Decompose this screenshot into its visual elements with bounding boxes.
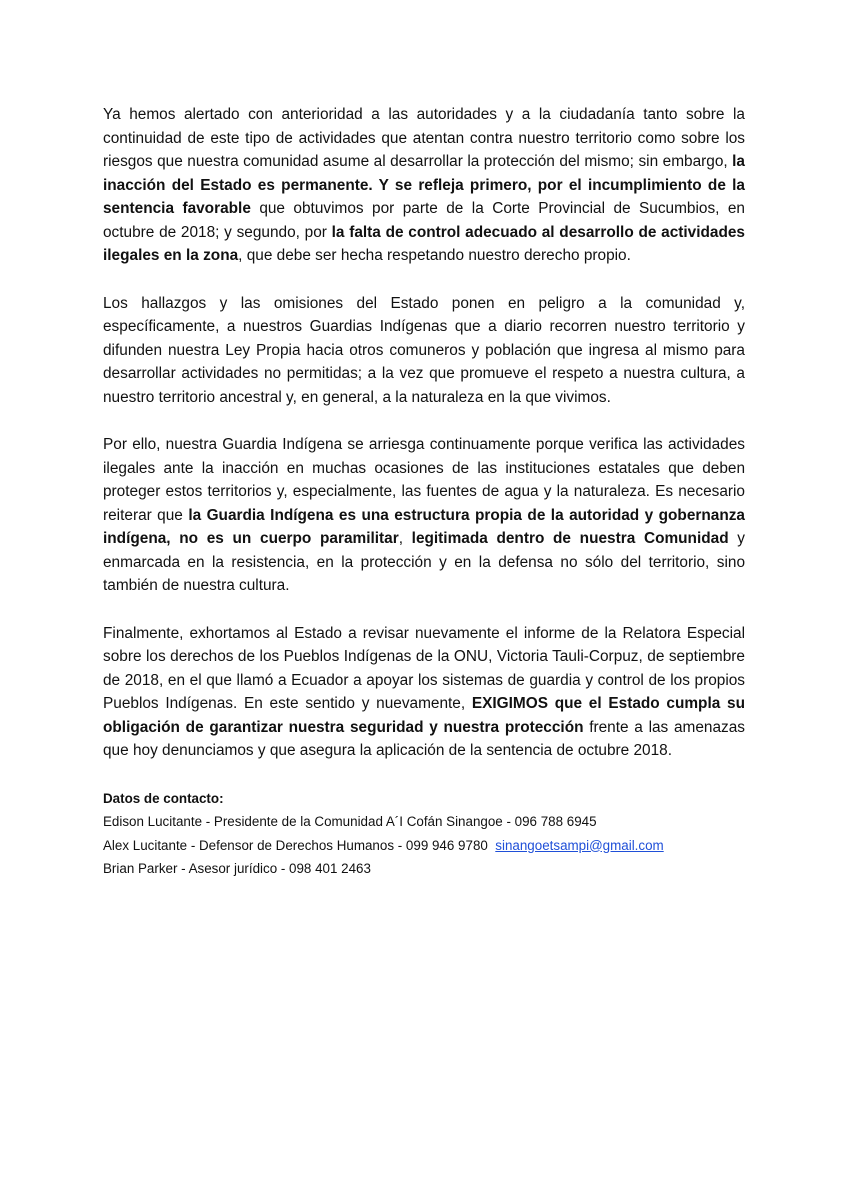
text-segment: Los hallazgos y las omisiones del Estado ponen en peligro a la comunidad y, específicamente, a nuestros Guardias Indígenas que a diario recorren nuestro territorio y difunden nuestra Ley Propia hacia otros comuneros y población que ingresa al mismo para desarrollar actividades no permitidas; a la vez que promueve el respeto a nuestra cultura, a nuestro territorio ancestral y, en general, a la naturaleza en la que vivimos. [103,294,745,406]
text-segment: , [398,530,412,547]
contact-line-alex [103,834,745,858]
paragraph [103,433,745,598]
text-segment: y enmarcada en la resistencia, en la protección y en la defensa no sólo del territorio, sino también de nuestra cultura. [103,530,745,594]
paragraph [103,292,745,410]
bold-text: EXIGIMOS que el Estado cumpla su obligación de garantizar nuestra seguridad y nuestra protección [103,695,745,736]
contact-title: Datos de contacto: [103,790,224,806]
body-text [103,103,745,763]
bold-text: la inacción del Estado es permanente. Y se refleja primero, por el incumplimiento de la sentencia favorable [103,153,745,217]
paragraph [103,103,745,268]
bold-text: la Guardia Indígena es una estructura propia de la autoridad y gobernanza indígena, no es un cuerpo paramilitar [103,506,745,547]
bold-text: la falta de control adecuado al desarrollo de actividades ilegales en la zona [103,223,745,264]
contact-line-edison: Edison Lucitante - Presidente de la Comunidad A´I Cofán Sinangoe - 096 788 6945 [103,814,597,829]
contact-line-alex-text: Alex Lucitante - Defensor de Derechos Humanos - 099 946 9780 [103,837,488,853]
text-segment: Ya hemos alertado con anterioridad a las autoridades y a la ciudadanía tanto sobre la continuidad de este tipo de actividades que atentan contra nuestro territorio como sobre los riesgos que nuestra comunidad asume al desarrollar la protección del mismo; sin embargo, [103,106,745,170]
text-segment: frente a las amenazas que hoy denunciamos y que asegura la aplicación de la sentencia de octubre 2018. [103,718,745,759]
paragraph [103,622,745,763]
contact-line-brian: Brian Parker - Asesor jurídico - 098 401 2463 [103,861,371,876]
contact-section [103,787,745,881]
bold-text: legitimada dentro de nuestra Comunidad [411,530,729,547]
document-page [103,103,745,881]
text-segment: Finalmente, exhortamos al Estado a revisar nuevamente el informe de la Relatora Especial sobre los derechos de los Pueblos Indígenas de la ONU, Victoria Tauli-Corpuz, de septiembre de 2018, en el que llamó a Ecuador a apoyar los sistemas de guardia y control de los propios Pueblos Indígenas. En este sentido y nuevamente, [103,624,745,712]
text-segment: Por ello, nuestra Guardia Indígena se arriesga continuamente porque verifica las actividades ilegales ante la inacción en muchas ocasiones de las instituciones estatales que deben proteger estos territorios y, especialmente, las fuentes de agua y la naturaleza. Es necesario reiterar que [103,436,745,524]
text-segment: que obtuvimos por parte de la Corte Provincial de Sucumbios, en octubre de 2018; y segundo, por [103,200,745,241]
email-link[interactable]: sinangoetsampi@gmail.com [495,837,664,853]
text-segment: , que debe ser hecha respetando nuestro derecho propio. [238,247,631,264]
